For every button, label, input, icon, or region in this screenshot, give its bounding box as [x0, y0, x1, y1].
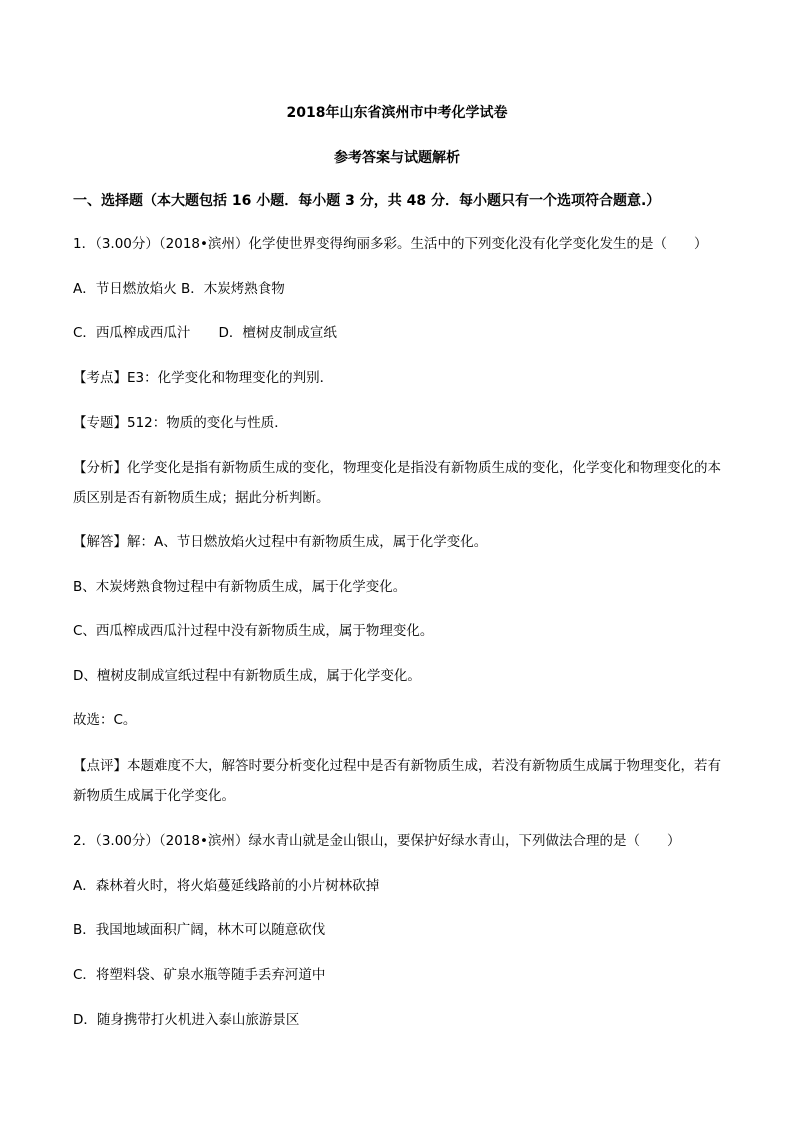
- question-1-dianping: [73, 751, 723, 811]
- question-2-option-a: A．森林着火时，将火焰蔓延线路前的小片树林砍掉: [73, 878, 380, 894]
- section-heading: 一、选择题（本大题包括 16 小题．每小题 3 分，共 48 分．每小题只有一个选项符合题意.）: [73, 193, 661, 209]
- page-title: 2018年山东省滨州市中考化学试卷: [286, 105, 508, 121]
- question-1-option-b: B．木炭烤熟食物: [181, 281, 285, 297]
- jieda-tag: 【解答】: [73, 534, 127, 550]
- kaodian-text: E3：化学变化和物理变化的判别．: [127, 370, 334, 386]
- question-1-fenxi: [73, 453, 723, 513]
- jieda-text: 解：A、节日燃放焰火过程中有新物质生成，属于化学变化。: [127, 534, 488, 550]
- question-2-option-b: B．我国地域面积广阔，林木可以随意砍伐: [73, 922, 326, 938]
- jieda-d: D、檀树皮制成宣纸过程中有新物质生成，属于化学变化。: [73, 668, 421, 684]
- question-1-answer: 故选：C。: [73, 712, 137, 728]
- dianping-text: 本题难度不大，解答时要分析变化过程中是否有新物质生成，若没有新物质生成属于物理变化，若有新物质生成属于化学变化。: [73, 758, 721, 804]
- zhuanti-tag: 【专题】: [73, 415, 127, 431]
- question-1-zhuanti: [73, 413, 288, 433]
- question-1-jieda: [73, 532, 487, 552]
- question-1-option-c: C．西瓜榨成西瓜汁: [73, 325, 191, 341]
- question-1-option-a: A．节日燃放焰火: [73, 281, 177, 297]
- fenxi-text: 化学变化是指有新物质生成的变化，物理变化是指没有新物质生成的变化，化学变化和物理变化的本质区别是否有新物质生成；据此分析判断。: [73, 460, 721, 506]
- question-1-stem: 1．（3.00分）（2018•滨州）化学使世界变得绚丽多彩。生活中的下列变化没有化学变化发生的是（ ）: [73, 236, 708, 252]
- fenxi-tag: 【分析】: [73, 460, 127, 476]
- page-subtitle: 参考答案与试题解析: [334, 150, 460, 166]
- jieda-b: B、木炭烤熟食物过程中有新物质生成，属于化学变化。: [73, 579, 407, 595]
- kaodian-tag: 【考点】: [73, 370, 127, 386]
- dianping-tag: 【点评】: [73, 758, 127, 774]
- question-2-option-c: C．将塑料袋、矿泉水瓶等随手丢弃河道中: [73, 967, 326, 983]
- question-2-option-d: D．随身携带打火机进入泰山旅游景区: [73, 1012, 300, 1028]
- zhuanti-text: 512：物质的变化与性质．: [127, 415, 288, 431]
- question-1-options-cd: [73, 323, 337, 343]
- question-1-option-d: D．檀树皮制成宣纸: [218, 325, 337, 341]
- question-2-stem: 2．（3.00分）（2018•滨州）绿水青山就是金山银山，要保护好绿水青山，下列做法合理的是（ ）: [73, 833, 681, 849]
- jieda-c: C、西瓜榨成西瓜汁过程中没有新物质生成，属于物理变化。: [73, 623, 434, 639]
- question-1-options-ab: [73, 279, 285, 299]
- question-1-kaodian: [73, 368, 333, 388]
